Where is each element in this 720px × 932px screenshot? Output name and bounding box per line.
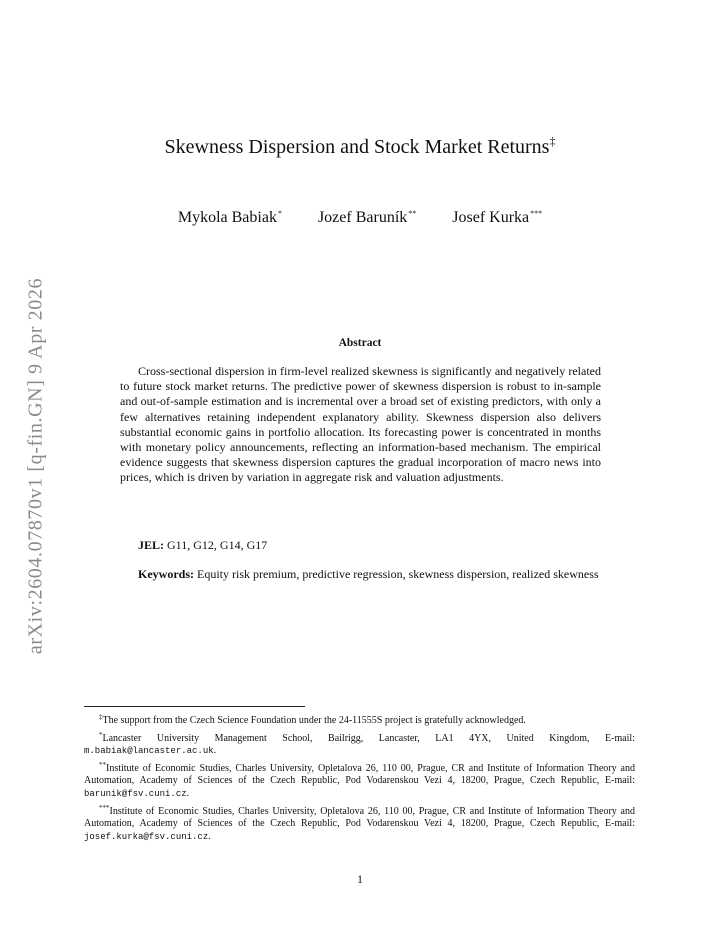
footnote-text: Institute of Economic Studies, Charles University, Opletalova 26, 110 00, Prague, CR and Institute of Information Theory and Automation, Academy of Sciences of the Czech Republic, Pod Vodarenskou Vezi 4, 18200, Prague, Czech Republic, E-mail: — [84, 805, 635, 830]
footnotes — [84, 711, 635, 844]
keywords-label: Keywords: — [138, 567, 194, 581]
keywords-text: Equity risk premium, predictive regression, skewness dispersion, realized skewness — [197, 567, 599, 581]
title-footnote-mark: ‡ — [549, 134, 556, 148]
footnote-text: Institute of Economic Studies, Charles University, Opletalova 26, 110 00, Prague, CR and Institute of Information Theory and Automation, Academy of Sciences of the Czech Republic, Pod Vodarenskou Vezi 4, 18200, Prague, Czech Republic, E-mail: — [84, 762, 635, 787]
abstract-heading: Abstract — [338, 337, 382, 349]
author-barunik — [318, 209, 416, 227]
footnote-barunik: **Institute of Economic Studies, Charles University, Opletalova 26, 110 00, Prague, CR and Institute of Information Theory and Automation, Academy of Sciences of the Czech Republic, Pod Vodarenskou Vezi 4, 18200, Prague, Czech Republic, E-mail: barunik@fsv.cuni.cz. — [84, 760, 635, 799]
page-number: 1 — [357, 872, 363, 886]
author-kurka — [452, 209, 542, 227]
footnote-text: Lancaster University Management School, Bailrigg, Lancaster, LA1 4YX, United Kingdom, E-mail: — [102, 732, 635, 744]
footnote-mark: * — [99, 730, 103, 739]
paper-title — [0, 134, 720, 159]
jel-label: JEL: — [138, 538, 165, 552]
footnote-mark: ** — [99, 760, 106, 769]
email-link[interactable]: josef.kurka@fsv.cuni.cz — [84, 831, 209, 842]
jel-values: G11, G12, G14, G17 — [167, 538, 268, 552]
title-text: Skewness Dispersion and Stock Market Returns — [164, 136, 550, 158]
author-footnote-mark: ** — [408, 209, 417, 218]
footnote-divider — [84, 706, 305, 707]
author-name: Josef Kurka — [452, 209, 530, 226]
arxiv-identifier: arXiv:2604.07870v1 [q-fin.GN] 9 Apr 2026 — [24, 277, 47, 655]
footnote-babiak: *Lancaster University Management School, Bailrigg, Lancaster, LA1 4YX, United Kingdom, E-mail: m.babiak@lancaster.ac.uk. — [84, 730, 635, 757]
email-link[interactable]: m.babiak@lancaster.ac.uk — [84, 746, 214, 757]
author-name: Mykola Babiak — [177, 209, 277, 226]
footnote-funding — [84, 711, 635, 728]
author-footnote-mark: * — [277, 209, 282, 218]
author-name: Jozef Baruník — [317, 209, 408, 226]
author-list — [0, 209, 720, 227]
footnote-mark: *** — [99, 803, 110, 812]
footnote-text: The support from the Czech Science Foundation under the 24-11555S project is gratefully acknowledged. — [102, 715, 526, 726]
email-link[interactable]: barunik@fsv.cuni.cz — [84, 788, 187, 799]
abstract-body: Cross-sectional dispersion in firm-level realized skewness is significantly and negatively related to future stock market returns. The predictive power of skewness dispersion is robust to in-sample and out-of-sample estimation and is incremental over a broad set of existing predictors, with only a few alternatives retaining independent explanatory ability. Skewness dispersion also delivers substantial economic gains in portfolio allocation. Its forecasting power is concentrated in months with monetary policy announcements, reflecting an information-based mechanism. The empirical evidence suggests that skewness dispersion captures the gradual incorporation of macro news into prices, which is driven by variation in aggregate risk and valuation adjustments. — [120, 364, 601, 485]
author-footnote-mark: *** — [530, 209, 543, 218]
footnote-mark: ‡ — [99, 713, 103, 721]
author-babiak — [178, 209, 282, 227]
keywords — [120, 567, 601, 582]
footnote-kurka: ***Institute of Economic Studies, Charles University, Opletalova 26, 110 00, Prague, CR and Institute of Information Theory and Automation, Academy of Sciences of the Czech Republic, Pod Vodarenskou Vezi 4, 18200, Prague, Czech Republic, E-mail: josef.kurka@fsv.cuni.cz. — [84, 803, 635, 842]
jel-codes — [120, 538, 601, 553]
